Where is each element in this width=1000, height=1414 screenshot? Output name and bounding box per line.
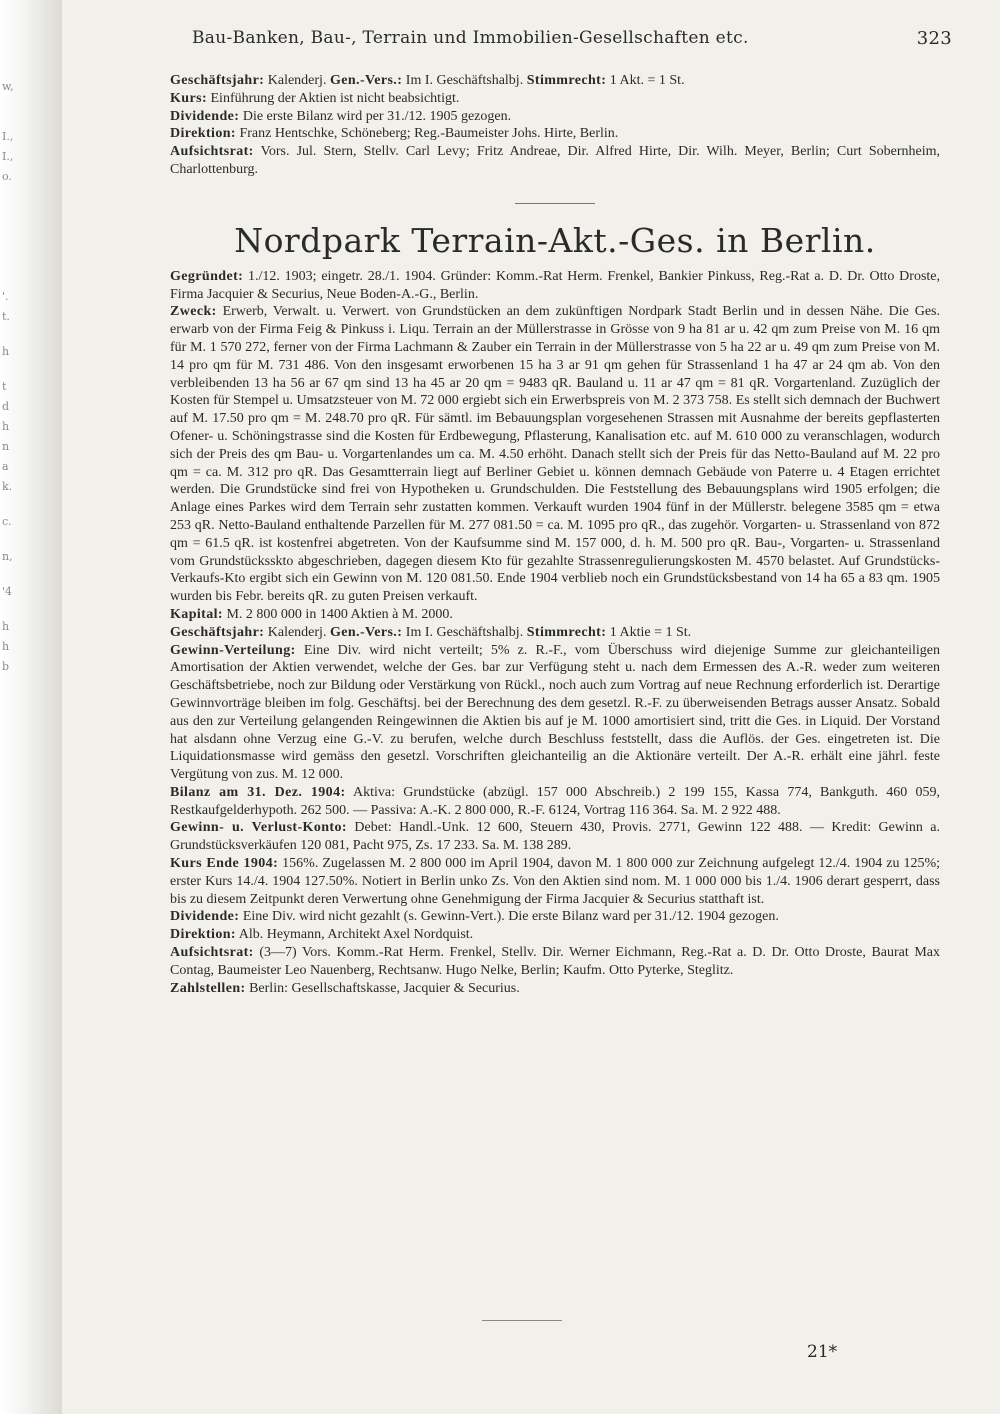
gutter-mark: k. <box>2 480 13 493</box>
prev-meeting-line <box>170 72 940 90</box>
entry-label: Kurs: <box>170 90 207 106</box>
entry-label: Gewinn- u. Verlust-Konto: <box>170 820 347 836</box>
entry-text: Eine Div. wird nicht verteilt; 5% z. R.-F., vom Überschuss wird diejenige Summe zur gleichanteiligen Amortisation der Aktien verwendet, welche der Ges. bar zur Verfügung steht u. nach dem Ermessen des A.-R. weder zum weiteren Geschäftsbetriebe, noch zur Bildung oder Verstärkung von Rückl., noch auch zum Vortrag auf neue Rechnung erforderlich ist. Derartige Gewinnvorträge bleiben im folg. Geschäftsj. bei der Berechnung des dem gesetzl. R.-F. zu überweisenden Betrags ausser Ansatz. Sobald aus den zur Verteilung gelangenden Reingewinnen die Aktien bis auf je M. 1000 amortisiert sind, tritt die Ges. in Liquid. Der Vorstand hat alsdann ohne Verzug eine G.-V. zu berufen, welche durch Beschluss feststellt, dass die Auflös. der Ges. eingetreten ist. Die Liquidationsmasse wird gemäss den gesetzl. Vorschriften gleichanteilig an die Aktionäre verteilt. Der A.-R. erhält eine jährl. feste Vergütung von zus. M. 12 000. <box>170 642 940 783</box>
company-entry <box>170 303 940 606</box>
company-entry <box>170 606 940 624</box>
entry-label: Direktion: <box>170 126 236 142</box>
entry-text: 156%. Zugelassen M. 2 800 000 im April 1904, davon M. 1 800 000 zur Zeichnung aufgelegt 12./4. 1904 zu 125%; erster Kurs 14./4. 1904 127.50%. Notiert in Berlin unko Zs. Von den Aktien sind nom. M. 1 000 000 bis 1./4. 1906 derart gesperrt, dass bis zu diesem Zeitpunkt deren Verwertung ohne Genehmigung der Firma Jacquier & Securius statthaft ist. <box>170 856 941 907</box>
left-page-gutter <box>0 0 62 1414</box>
prev-entry <box>170 143 940 179</box>
entry-text: Im I. Geschäftshalbj. <box>405 73 527 88</box>
bottom-divider <box>482 1320 562 1321</box>
company-entry <box>170 624 940 642</box>
page <box>62 0 1000 1414</box>
gutter-mark: a <box>2 460 9 473</box>
entry-label: Gen.-Vers.: <box>329 624 403 640</box>
entry-label: Gen.-Vers.: <box>329 73 403 88</box>
gutter-mark: n <box>2 440 10 453</box>
signature-mark: 21* <box>807 1342 838 1362</box>
company-entry <box>170 642 940 784</box>
entry-label: Aufsichtsrat: <box>170 144 254 160</box>
entry-label: Kapital: <box>170 606 223 622</box>
entry-text: Vors. Jul. Stern, Stellv. Carl Levy; Fritz Andreae, Dir. Alfred Hirte, Dir. Wilh. Meyer, Berlin; Curt Sobernheim, Charlottenburg. <box>170 144 940 177</box>
gutter-mark: I., <box>2 150 14 163</box>
entry-label: Geschäftsjahr: <box>170 73 265 88</box>
entry-text: Im I. Geschäftshalbj. <box>405 624 527 640</box>
entry-label: Stimmrecht: <box>526 73 607 88</box>
entry-text: 1./12. 1903; eingetr. 28./1. 1904. Gründer: Komm.-Rat Herm. Frenkel, Bankier Pinkuss, Reg.-Rat a. D. Dr. Otto Droste, Firma Jacquier & Securius, Neue Boden-A.-G., Berlin. <box>170 268 940 302</box>
gutter-mark: t. <box>2 310 10 323</box>
entry-text: 1 Akt. = 1 St. <box>609 73 685 88</box>
entry-text: Erwerb, Verwalt. u. Verwert. von Grundstücken an dem zukünftigen Nordpark Stadt Berlin und in dessen Nähe. Die Ges. erwarb von der Firma Feig & Pinkuss i. Liqu. Terrain an der Müllerstrasse in Grösse von 9 ha 81 ar u. 42 qm zum Preise von M. 16 qm für M. 1 570 272, ferner von der Firma Lachmann & Zauber ein Terrain in der Müllerstrasse von 5 ha 22 ar u. 49 qm zum Preise von M. 14 pro qm für M. 731 486. Von den insgesamt erworbenen 15 ha 3 ar 91 qm gehen für Strassenland 1 ha 47 ar 24 qm ab. Von den verbleibenden 13 ha 56 ar 67 qm sind 13 ha 45 ar 20 qm = 9483 qR. Bauland u. 11 ar 47 qm = 81 qR. Vorgartenland. Zuzüglich der Kosten für Stempel u. Umsatzsteuer von M. 72 000 ergiebt sich ein Erwerbspreis von M. 2 373 758. Es stellt sich demnach der Buchwert auf M. 17.50 pro qm = M. 248.70 pro qR. Für sämtl. im Bebauungsplan vorgesehenen Strassen mit Ausnahme der bereits gepflasterten Ofener- u. Schöningstrasse sind die Kosten für Erdbewegung, Pflasterung, Kanalisation etc. auf M. 610 000 zu veranschlagen, wodurch sich der Preis des qm Bau- u. Vorgartenlandes um ca. M. 4.50 erhöht. Danach stellt sich der Preis für das Netto-Bauland auf M. 22 pro qm = ca. M. 312 pro qR. Das Gesamtterrain liegt auf Berliner Gebiet u. können demnach Gebäude von Paterre u. 4 Etagen errichtet werden. Die Grundstücke sind frei von Hypotheken u. Grundschulden. Die Feststellung des Bebauungsplans wird 1905 erfolgen; die Anlage eines Parkes wird dem Terrain sehr zustatten kommen. Verkauft wurden 1904 fünf in der Müllerstr. belegene 3585 qm = etwa 253 qR. Netto-Bauland enthaltende Parzellen für M. 277 081.50 = ca. M. 1095 pro qR., das zugehör. Vorgarten- u. Strassenland von 872 qm = 61.5 qR. ist kostenfrei abgetreten. Von der Kaufsumme sind M. 157 000, d. h. M. 500 pro qR. Bau-, Vorgarten- u. Strassenland vom Grundstücksskto abgeschrieben, dagegen diesem Kto für gezahlte Strassenregulierungskosten M. 4570 belastet. Auf Grundstücks-Verkaufs-Kto ergibt sich ein Gewinn von M. 120 081.50. Ende 1904 verblieb noch ein Grundstücksbestand von 14 ha 65 a 83 qm. 1905 wurden bis Febr. bereits qR. zu guten Preisen verkauft. <box>170 304 940 605</box>
entry-text: Aktiva: Grundstücke (abzügl. 157 000 Abschreib.) 2 199 155, Kassa 774, Bankguth. 460 059, Restkaufgelderhypoth. 262 500. — Passiva: A.-K. 2 800 000, R.-F. 6124, Vortrag 116 364. Sa. M. 2 922 488. <box>170 784 940 818</box>
entry-label: Geschäftsjahr: <box>170 624 265 640</box>
entry-text: Kalenderj. <box>267 624 330 640</box>
entry-text: Franz Hentschke, Schöneberg; Reg.-Baumeister Johs. Hirte, Berlin. <box>239 126 619 142</box>
gutter-mark: '4 <box>2 585 13 598</box>
company-entry <box>170 268 940 304</box>
gutter-mark: o. <box>2 170 12 183</box>
gutter-mark: b <box>2 660 10 673</box>
gutter-mark: I., <box>2 130 14 143</box>
gutter-mark: c. <box>2 515 12 528</box>
entry-text: Berlin: Gesellschaftskasse, Jacquier & Securius. <box>249 980 520 996</box>
company-entry <box>170 908 940 926</box>
entry-text: Eine Div. wird nicht gezahlt (s. Gewinn-Vert.). Die erste Bilanz ward per 31./12. 1904 gezogen. <box>242 909 779 925</box>
entry-label: Bilanz am 31. Dez. 1904: <box>170 784 346 800</box>
entry-text: 1 Aktie = 1 St. <box>609 624 692 640</box>
entry-text: Einführung der Aktien ist nicht beabsichtigt. <box>210 90 460 106</box>
header-title: Bau-Banken, Bau-, Terrain und Immobilien-Gesellschaften etc. <box>192 28 749 48</box>
page-content <box>170 72 940 997</box>
entry-label: Zahlstellen: <box>170 980 246 996</box>
gutter-mark: d <box>2 400 10 413</box>
company-entry <box>170 855 940 908</box>
gutter-mark: h <box>2 420 10 433</box>
company-entry <box>170 819 940 855</box>
gutter-mark: h <box>2 620 10 633</box>
entry-text: Kalenderj. <box>267 73 330 88</box>
gutter-mark: w, <box>2 80 14 93</box>
company-title: Nordpark Terrain-Akt.-Ges. in Berlin. <box>234 220 876 260</box>
entry-label: Dividende: <box>170 108 240 124</box>
entry-label: Dividende: <box>170 909 240 925</box>
entry-text: Alb. Heymann, Architekt Axel Nordquist. <box>238 927 474 943</box>
entry-label: Stimmrecht: <box>526 624 607 640</box>
prev-entry <box>170 90 940 108</box>
entry-label: Direktion: <box>170 927 236 943</box>
entry-label: Zweck: <box>170 304 217 320</box>
gutter-mark: n, <box>2 550 13 563</box>
entry-text: Die erste Bilanz wird per 31./12. 1905 gezogen. <box>242 108 512 124</box>
company-entry <box>170 784 940 820</box>
entry-label: Gegründet: <box>170 268 244 284</box>
entry-label: Kurs Ende 1904: <box>170 856 279 872</box>
entry-text: Debet: Handl.-Unk. 12 600, Steuern 430, Provis. 2771, Gewinn 122 488. — Kredit: Gewinn a. Grundstücksverkäufen 120 081, Pacht 975, Zs. 17 233. Sa. M. 138 289. <box>170 820 941 854</box>
page-number: 323 <box>916 28 952 49</box>
gutter-mark: h <box>2 345 10 358</box>
entry-label: Gewinn-Verteilung: <box>170 642 296 658</box>
running-header <box>192 28 952 50</box>
gutter-mark: '. <box>2 290 9 303</box>
gutter-mark: h <box>2 640 10 653</box>
section-divider <box>515 203 595 204</box>
entry-text: (3—7) Vors. Komm.-Rat Herm. Frenkel, Stellv. Dir. Werner Eichmann, Reg.-Rat a. D. Dr. Otto Droste, Baurat Max Contag, Baumeister Leo Nauenberg, Rechtsanw. Hugo Nelke, Berlin; Kaufm. Otto Pyterke, Steglitz. <box>170 945 941 978</box>
prev-entry <box>170 125 940 143</box>
gutter-mark: t <box>2 380 7 393</box>
entry-text: M. 2 800 000 in 1400 Aktien à M. 2000. <box>226 606 453 622</box>
entry-label: Aufsichtsrat: <box>170 945 254 961</box>
company-entry <box>170 944 940 980</box>
company-entry <box>170 926 940 944</box>
company-entry <box>170 980 940 998</box>
prev-entry <box>170 108 940 126</box>
